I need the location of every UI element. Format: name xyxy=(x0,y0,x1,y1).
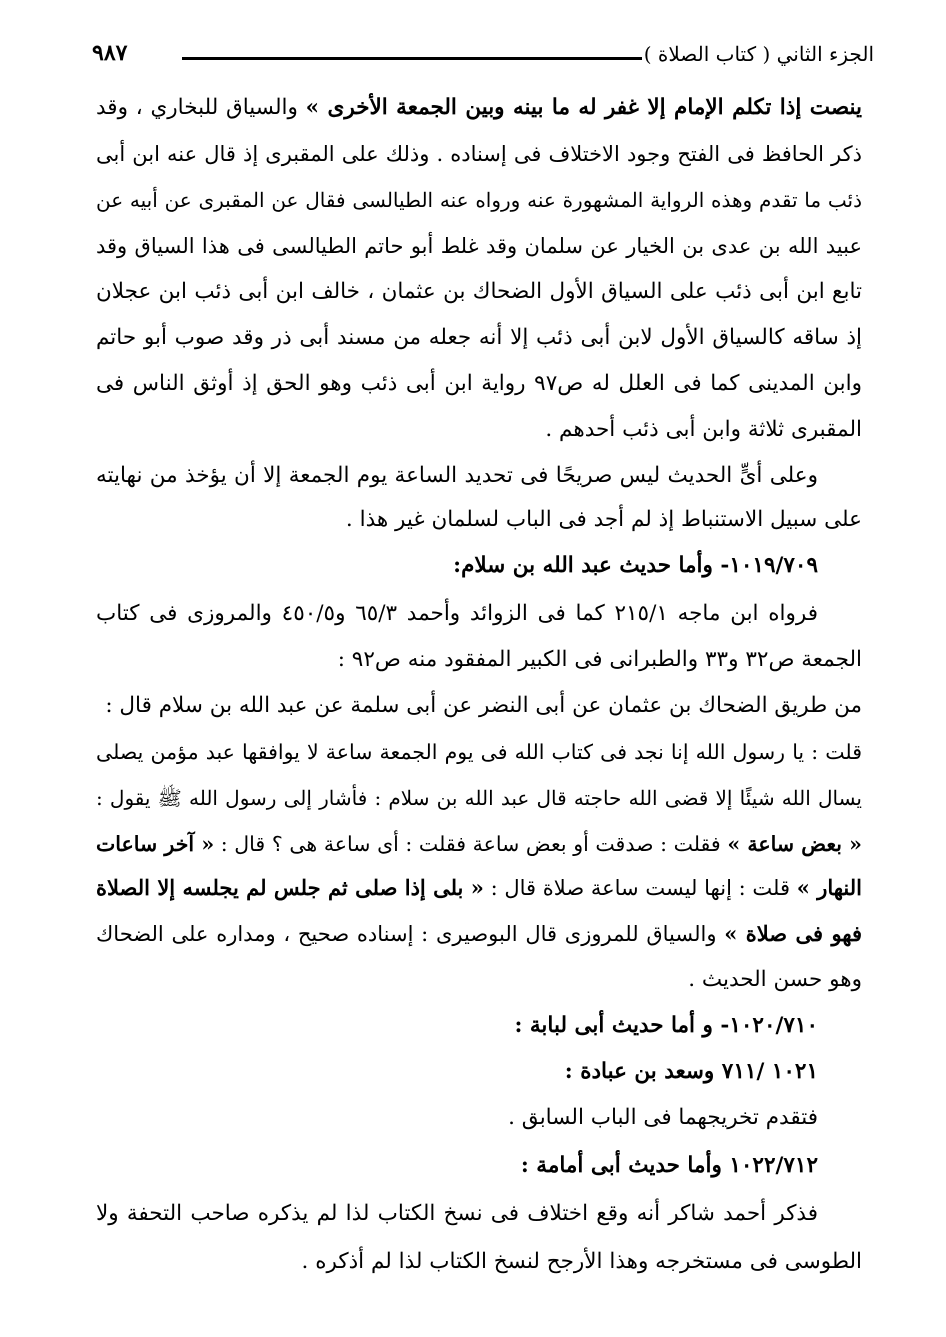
text-line: فتقدم تخريجهما فى الباب السابق . xyxy=(508,1105,818,1130)
section-heading: ١٠٢٢/٧١٢ وأما حديث أبى أمامة : xyxy=(520,1153,818,1178)
section-heading: ١٠٢٠/٧١٠- و أما حديث أبى لبابة : xyxy=(514,1013,818,1038)
text-line: فرواه ابن ماجه ٢١٥/١ كما فى الزوائد وأحمد ٦٥/٣ و٤٥٠/٥ والمروزى فى كتاب xyxy=(96,601,818,626)
section-heading: ١٠٢١ /٧١١ وسعد بن عبادة : xyxy=(564,1059,818,1084)
text-line: على سبيل الاستنباط إذ لم أجد فى الباب لسلمان غير هذا . xyxy=(345,507,862,532)
text-line: يسال الله شيئًا إلا قضى الله حاجته قال عبد الله بن سلام : فأشار إلى رسول الله ﷺ يقول : xyxy=(96,786,862,810)
text-line: قلت : يا رسول الله إنا نجد فى كتاب الله فى يوم الجمعة ساعة لا يوافقها عبد مؤمن يصلى xyxy=(96,740,862,764)
text-line: عبيد الله بن عدى بن الخيار عن سلمان وقد غلط أبو حاتم الطيالسى فى هذا السياق وقد xyxy=(96,234,862,258)
text-line: ذئب ما تقدم وهذه الرواية المشهورة عنه ورواه عنه الطيالسى فقال عن المقبرى عن أبيه عن xyxy=(96,188,862,212)
running-header-title: الجزء الثاني ( كتاب الصلاة ) xyxy=(643,42,874,66)
running-header xyxy=(92,36,874,76)
text-line: من طريق الضحاك بن عثمان عن أبى النضر عن أبى سلمة عن عبد الله بن سلام قال : xyxy=(105,693,862,718)
text-line: « بعض ساعة » فقلت : صدقت أو بعض ساعة فقلت : أى ساعة هى ؟ قال : « آخر ساعات xyxy=(96,832,862,856)
text-line: إذ ساقه كالسياق الأول لابن أبى ذئب إلا أنه جعله من مسند أبى ذر وقد صوب أبو حاتم xyxy=(96,325,862,350)
text-line: المقبرى ثلاثة وابن أبى ذئب أحدهم . xyxy=(545,417,862,442)
text-line: فذكر أحمد شاكر أنه وقع اختلاف فى نسخ الكتاب لذا لم يذكره صاحب التحفة ولا xyxy=(96,1201,818,1226)
text-line: النهار » قلت : إنها ليست ساعة صلاة قال : « بلى إذا صلى ثم جلس لم يجلسه إلا الصلاة xyxy=(96,875,862,900)
text-line: ذكر الحافظ فى الفتح وجود الاختلاف فى إسناده . وذلك على المقبرى إذ قال عنه ابن أبى xyxy=(96,142,862,166)
text-line: الطوسى فى مستخرجه وهذا الأرجح لنسخ الكتاب لذا لم أذكره . xyxy=(301,1249,862,1274)
text-line: وعلى أىٍّ الحديث ليس صريحًا فى تحديد الساعة يوم الجمعة إلا أن يؤخذ من نهايته xyxy=(96,463,818,488)
text-line: تابع ابن أبى ذئب على السياق الأول الضحاك بن عثمان ، خالف ابن أبى ذئب ابن عجلان xyxy=(96,279,862,304)
text-line: فهو فى صلاة » والسياق للمروزى قال البوصيرى : إسناده صحيح ، ومداره على الضحاك xyxy=(96,921,862,946)
text-line: وهو حسن الحديث . xyxy=(688,967,862,992)
page-number: ٩٨٧ xyxy=(92,40,128,66)
text-line: ينصت إذا تكلم الإمام إلا غفر له ما بينه وبين الجمعة الأخرى » والسياق للبخاري ، وقد xyxy=(96,95,862,120)
section-heading: ١٠١٩/٧٠٩- وأما حديث عبد الله بن سلام: xyxy=(453,553,818,578)
text-line: وابن المدينى كما فى العلل له ص٩٧ رواية ابن أبى ذئب وهو الحق إذ أوثق الناس فى xyxy=(96,371,862,396)
header-rule xyxy=(182,57,642,60)
text-line: الجمعة ص٣٢ و٣٣ والطبرانى فى الكبير المفقود منه ص٩٢ : xyxy=(337,647,862,672)
